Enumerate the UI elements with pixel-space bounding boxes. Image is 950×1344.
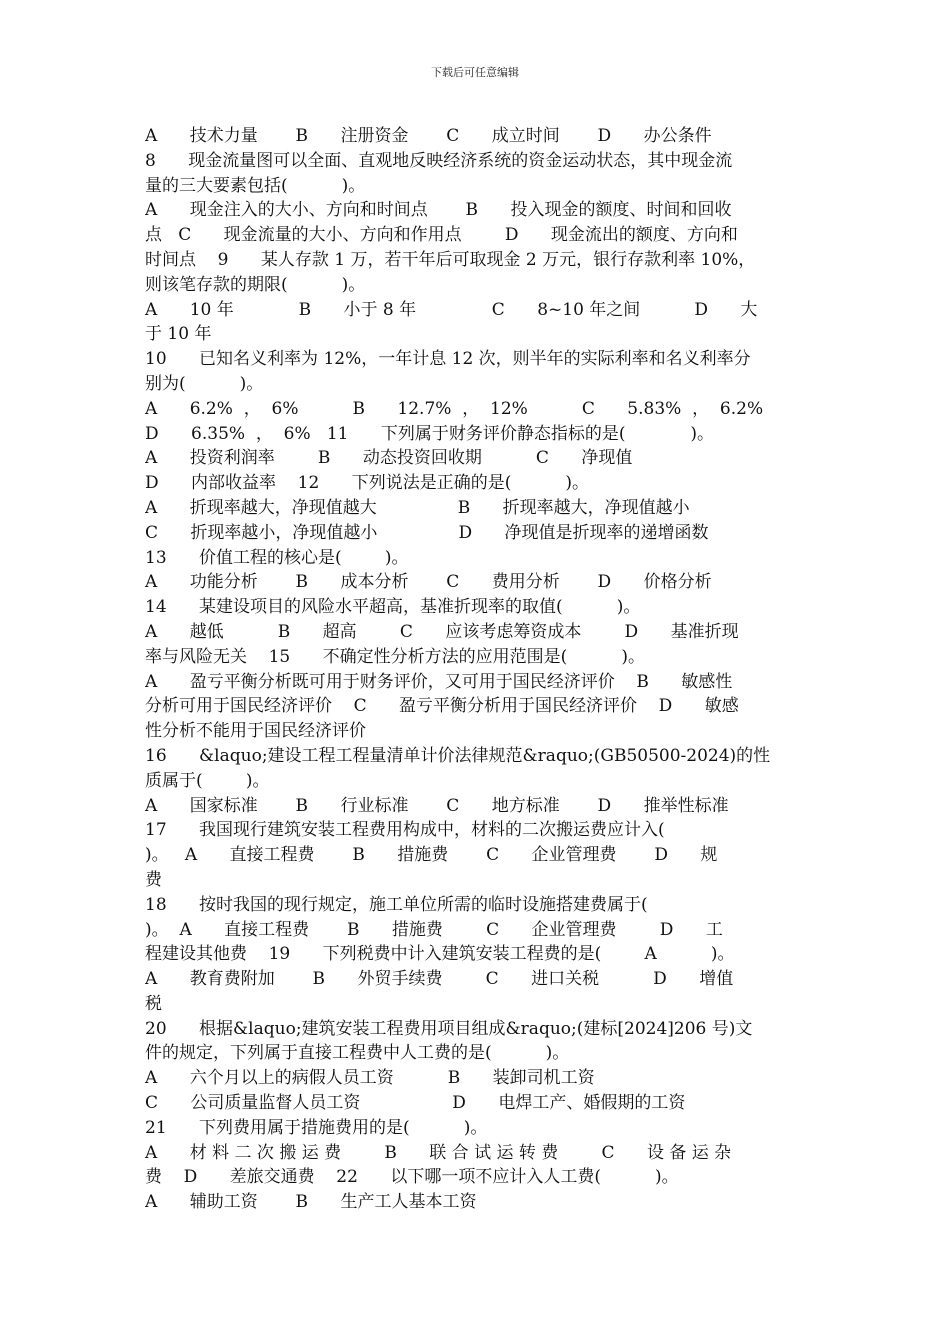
text-line: )。 A 直接工程费 B 措施费 C 企业管理费 D 规 [145,845,718,866]
text-line: 税 [145,993,162,1014]
text-line: 20 根据&laquo;建筑安装工程费用项目组成&raquo;(建标[2024]206 号)文 [145,1018,753,1039]
text-line: 14 某建设项目的风险水平超高，基准折现率的取值( )。 [145,597,641,618]
text-line: A 材 料 二 次 搬 运 费 B 联 合 试 运 转 费 C 设 备 运 杂 [145,1142,732,1163]
text-line: 13 价值工程的核心是( )。 [145,547,409,568]
text-line: 费 D 差旅交通费 22 以下哪一项不应计入人工费( )。 [145,1167,679,1188]
text-line: C 折现率越小，净现值越小 D 净现值是折现率的递增函数 [145,522,709,543]
text-line: 费 [145,869,162,890]
text-line: A 越低 B 超高 C 应该考虑筹资成本 D 基准折现 [145,621,739,642]
text-line: D 6.35% ， 6% 11 下列属于财务评价静态指标的是( )。 [145,423,715,444]
text-line: 性分析不能用于国民经济评价 [145,721,366,742]
text-line: A 盈亏平衡分析既可用于财务评价，又可用于国民经济评价 B 敏感性 [145,671,733,692]
text-line: D 内部收益率 12 下列说法是正确的是( )。 [145,473,590,494]
text-line: 量的三大要素包括( )。 [145,175,366,196]
page-header: 下载后可任意编辑 [431,66,519,79]
text-line: 程建设其他费 19 下列税费中计入建筑安装工程费的是( A )。 [145,944,735,965]
text-line: A 功能分析 B 成本分析 C 费用分析 D 价格分析 [145,572,712,593]
text-line: 件的规定，下列属于直接工程费中人工费的是( )。 [145,1043,570,1064]
text-line: 于 10 年 [145,324,212,345]
text-line: A 辅助工资 B 生产工人基本工资 [145,1192,477,1213]
text-line: 21 下列费用属于措施费用的是( )。 [145,1117,488,1138]
document-body [145,124,807,1215]
text-line: 点 C 现金流量的大小、方向和作用点 D 现金流出的额度、方向和 [145,225,738,246]
text-line: 8 现金流量图可以全面、直观地反映经济系统的资金运动状态，其中现金流 [145,150,733,171]
text-line: A 折现率越大，净现值越大 B 折现率越大，净现值越小 [145,497,690,518]
text-line: A 现金注入的大小、方向和时间点 B 投入现金的额度、时间和回收 [145,200,732,221]
text-line: 时间点 9 某人存款 1 万，若干年后可取现金 2 万元，银行存款利率 10%， [145,249,756,270]
text-line: A 技术力量 B 注册资金 C 成立时间 D 办公条件 [145,126,712,146]
text-line: 16 &laquo;建设工程工程量清单计价法律规范&raquo;(GB50500-2024)的性 [145,745,771,766]
text-line: 17 我国现行建筑安装工程费用构成中，材料的二次搬运费应计入( [145,820,665,841]
text-line: 18 按时我国的现行规定，施工单位所需的临时设施搭建费属于( [145,894,648,915]
text-line: 则该笔存款的期限( )。 [145,274,366,295]
text-line: 分析可用于国民经济评价 C 盈亏平衡分析用于国民经济评价 D 敏感 [145,696,739,717]
text-line: A 教育费附加 B 外贸手续费 C 进口关税 D 增值 [145,969,734,990]
text-line: 别为( )。 [145,373,264,394]
text-line: A 国家标准 B 行业标准 C 地方标准 D 推举性标准 [145,795,729,816]
text-line: C 公司质量监督人员工资 D 电焊工产、婚假期的工资 [145,1093,686,1114]
text-line: 质属于( )。 [145,770,270,791]
text-line: )。 A 直接工程费 B 措施费 C 企业管理费 D 工 [145,919,723,940]
text-line: 10 已知名义利率为 12%，一年计息 12 次，则半年的实际利率和名义利率分 [145,349,751,370]
text-line: 率与风险无关 15 不确定性分析方法的应用范围是( )。 [145,646,645,667]
text-line: A 6.2% ， 6% B 12.7% ， 12% C 5.83% ， 6.2% [145,398,764,419]
text-line: A 投资利润率 B 动态投资回收期 C 净现值 [145,448,633,469]
text-line: A 六个月以上的病假人员工资 B 装卸司机工资 [145,1068,595,1089]
text-line: A 10 年 B 小于 8 年 C 8~10 年之间 D 大 [145,299,758,320]
